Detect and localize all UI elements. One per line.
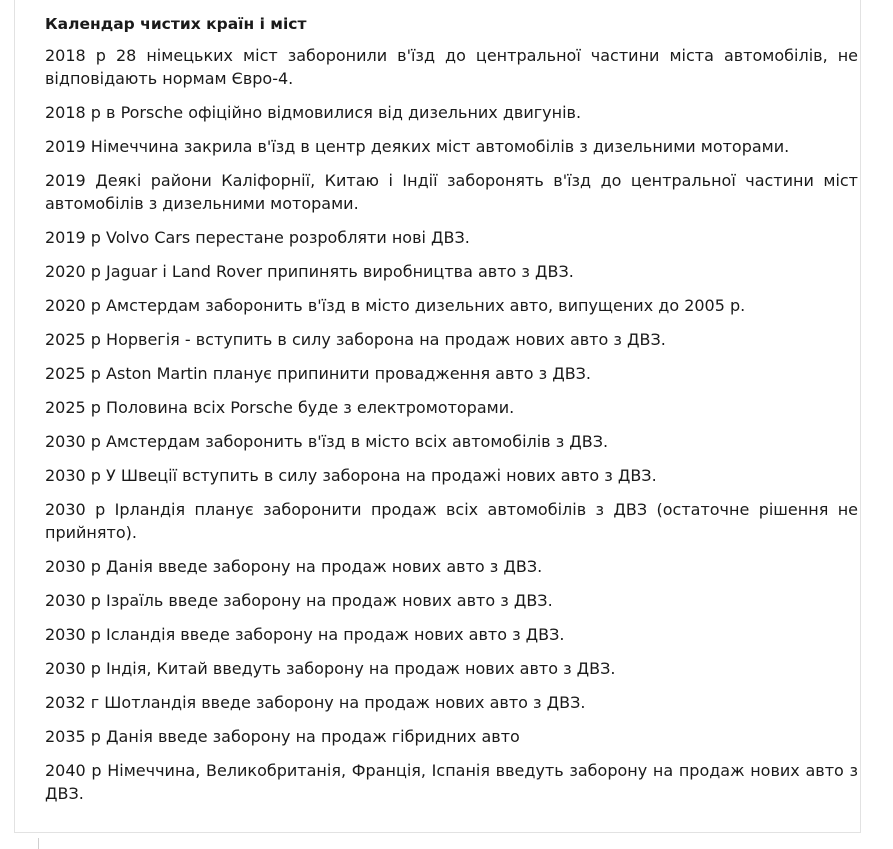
clipped-text-line (43, 0, 663, 3)
list-item: 2040 р Німеччина, Великобританія, Франція, Іспанія введуть заборону на продаж нових авто з ДВЗ. (45, 761, 858, 803)
list-item: 2025 р Половина всіх Porsche буде з електромоторами. (45, 398, 515, 417)
list-item: 2035 р Данія введе заборону на продаж гібридних авто (45, 727, 520, 746)
list-item: 2018 р 28 німецьких міст заборонили в'їзд до центральної частини міста автомобілів, не відповідають нормам Євро-4. (45, 46, 858, 88)
list-item: 2032 г Шотландія введе заборону на продаж нових авто з ДВЗ. (45, 693, 586, 712)
list-item: 2030 р Ізраїль введе заборону на продаж нових авто з ДВЗ. (45, 591, 553, 610)
document-body (45, 14, 858, 816)
list-item: 2030 р У Швеції вступить в силу заборона на продажі нових авто з ДВЗ. (45, 466, 657, 485)
list-item: 2030 р Індія, Китай введуть заборону на продаж нових авто з ДВЗ. (45, 659, 616, 678)
list-item: 2030 р Данія введе заборону на продаж нових авто з ДВЗ. (45, 557, 543, 576)
list-item: 2020 р Jaguar і Land Rover припинять виробництва авто з ДВЗ. (45, 262, 574, 281)
list-item: 2018 р в Porsche офіційно відмовилися від дизельних двигунів. (45, 103, 582, 122)
list-item: 2030 р Ірландія планує заборонити продаж всіх автомобілів з ДВЗ (остаточне рішення не прийнято). (45, 500, 858, 542)
list-item: 2025 р Aston Martin планує припинити провадження авто з ДВЗ. (45, 364, 592, 383)
list-item: 2030 р Ісландія введе заборону на продаж нових авто з ДВЗ. (45, 625, 565, 644)
list-item: 2019 Деякі райони Каліфорнії, Китаю і Індії заборонять в'їзд до центральної частини міст автомобілів з дизельними моторами. (45, 171, 858, 213)
list-item: 2019 р Volvo Cars перестане розробляти нові ДВЗ. (45, 228, 470, 247)
document-page (14, 0, 861, 833)
list-item: 2025 р Норвегія - вступить в силу заборона на продаж нових авто з ДВЗ. (45, 330, 666, 349)
divider (38, 838, 39, 849)
list-item: 2030 р Амстердам заборонить в'їзд в місто всіх автомобілів з ДВЗ. (45, 432, 609, 451)
list-item: 2019 Німеччина закрила в'їзд в центр деяких міст автомобілів з дизельними моторами. (45, 137, 790, 156)
list-item: 2020 р Амстердам заборонить в'їзд в місто дизельних авто, випущених до 2005 р. (45, 296, 746, 315)
document-heading: Календар чистих країн і міст (45, 15, 307, 33)
